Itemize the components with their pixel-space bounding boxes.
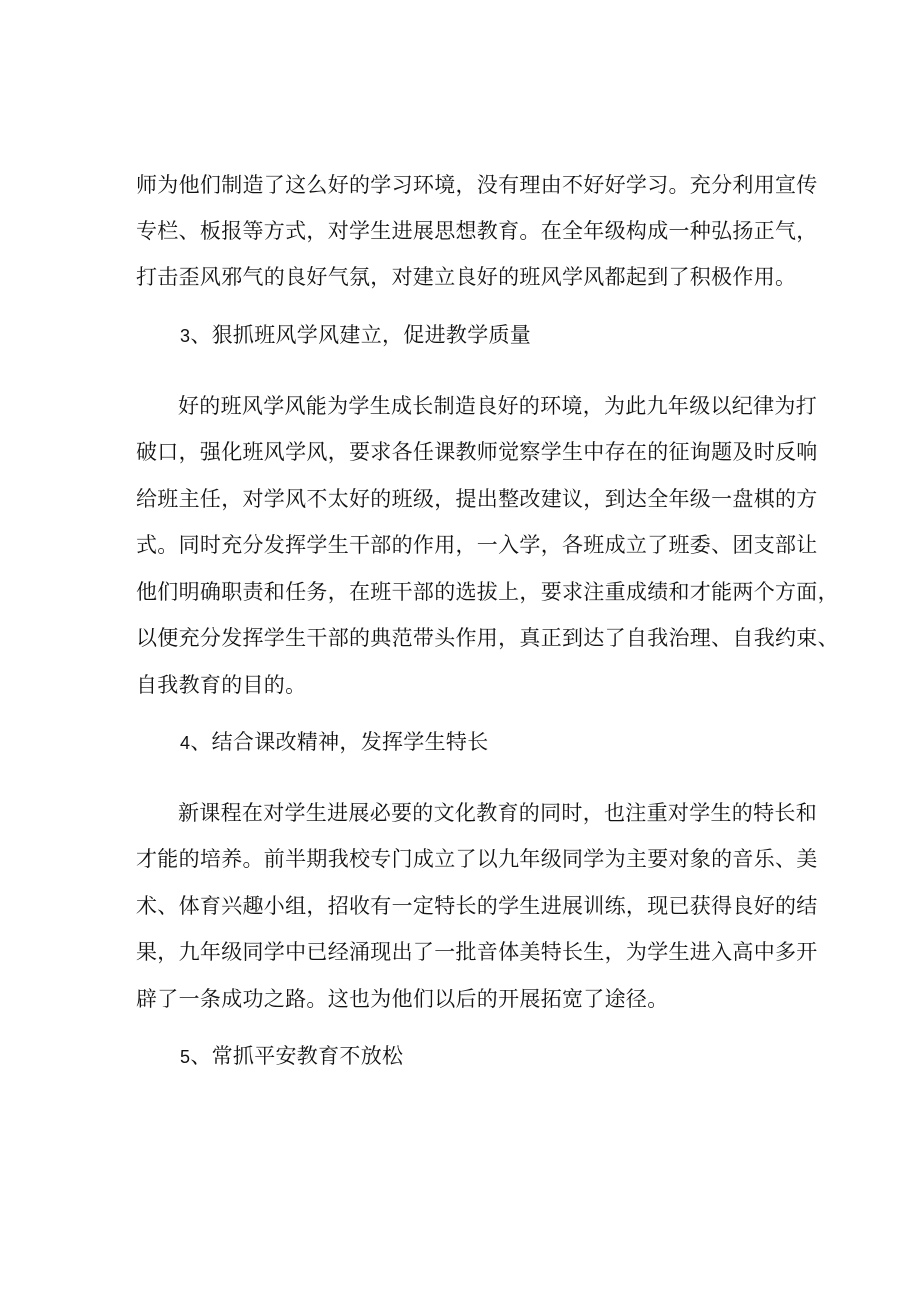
- paragraph-3-line-1: 新课程在对学生进展必要的文化教育的同时，也注重对学生的特长和: [178, 801, 817, 825]
- paragraph-1-line-1: 师为他们制造了这么好的学习环境，没有理由不好好学习。充分利用宣传: [136, 173, 818, 197]
- paragraph-2-line-6: 以便充分发挥学生干部的典范带头作用，真正到达了自我治理、自我约束、: [136, 626, 839, 650]
- section-title-4: 、结合课改精神，发挥学生特长: [190, 730, 489, 754]
- section-number-5: 5: [180, 1047, 191, 1067]
- paragraph-3-line-4: 果，九年级同学中已经涌现出了一批音体美特长生，为学生进入高中多开: [136, 940, 818, 964]
- section-heading-3: [180, 321, 531, 350]
- paragraph-2-line-1: 好的班风学风能为学生成长制造良好的环境，为此九年级以纪律为打: [178, 394, 817, 418]
- paragraph-3-line-5: 辟了一条成功之路。这也为他们以后的开展拓宽了途径。: [136, 987, 669, 1011]
- paragraph-2-line-4: 式。同时充分发挥学生干部的作用，一入学，各班成立了班委、团支部让: [136, 533, 818, 557]
- paragraph-2-line-7: 自我教育的目的。: [136, 673, 307, 697]
- section-number-3: 3: [180, 326, 191, 346]
- paragraph-3-line-3: 术、体育兴趣小组，招收有一定特长的学生进展训练，现已获得良好的结: [136, 894, 818, 918]
- paragraph-1-line-2: 专栏、板报等方式，对学生进展思想教育。在全年级构成一种弘扬正气，: [136, 219, 818, 243]
- section-number-4: 4: [180, 733, 191, 753]
- section-title-3: 、狠抓班风学风建立，促进教学质量: [190, 323, 532, 347]
- paragraph-2-line-5: 他们明确职责和任务，在班干部的选拔上，要求注重成绩和才能两个方面，: [136, 580, 839, 604]
- paragraph-2-line-3: 给班主任，对学风不太好的班级，提出整改建议，到达全年级一盘棋的方: [136, 487, 818, 511]
- paragraph-1-line-3: 打击歪风邪气的良好气氛，对建立良好的班风学风都起到了积极作用。: [136, 265, 797, 289]
- paragraph-3-line-2: 才能的培养。前半期我校专门成立了以九年级同学为主要对象的音乐、美: [136, 847, 818, 871]
- section-title-5: 、常抓平安教育不放松: [190, 1044, 404, 1068]
- section-heading-5: [180, 1042, 403, 1071]
- paragraph-2-line-2: 破口，强化班风学风，要求各任课教师觉察学生中存在的征询题及时反响: [136, 440, 818, 464]
- section-heading-4: [180, 728, 489, 757]
